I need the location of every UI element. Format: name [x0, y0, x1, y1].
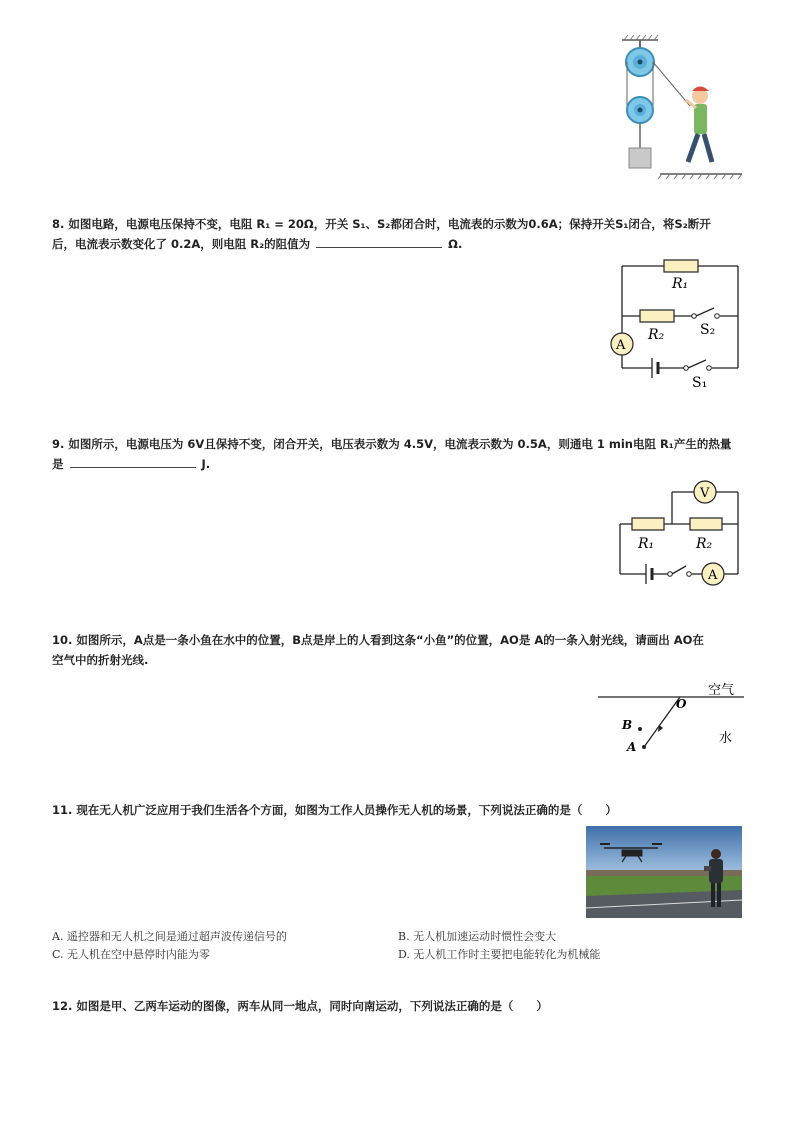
question-8	[52, 214, 752, 254]
option-c[interactable]: C. 无人机在空中悬停时内能为零	[52, 948, 211, 961]
label-v: V	[700, 486, 710, 501]
question-9-line2	[52, 454, 752, 474]
refraction-diagram-10	[596, 680, 746, 756]
question-11	[52, 800, 752, 820]
option-d[interactable]: D. 无人机工作时主要把电能转化为机械能	[398, 948, 601, 961]
resistor-r2	[640, 310, 674, 322]
question-8-line2-text: 后，电流表示数变化了 0.2A，则电阻 R₂的阻值为	[52, 237, 311, 251]
answer-blank-9[interactable]	[70, 455, 196, 468]
question-10-line2: 空气中的折射光线.	[52, 653, 149, 667]
question-12-line1: 12. 如图是甲、乙两车运动的图像，两车从同一地点，同时向南运动，下列说法正确的是（ ）	[52, 999, 548, 1013]
question-9-unit: J.	[201, 457, 211, 471]
incident-ray-ao	[644, 697, 680, 747]
label-r1: R₁	[638, 536, 655, 552]
point-b	[638, 727, 642, 731]
resistor-r1	[664, 260, 698, 272]
question-11-line1: 11. 现在无人机广泛应用于我们生活各个方面，如图为工作人员操作无人机的场景，下列说法正确的是（ ）	[52, 803, 617, 817]
question-12	[52, 996, 752, 1016]
question-9-line1: 9. 如图所示，电源电压为 6V且保持不变，闭合开关，电压表示数为 4.5V，电流表示数为 0.5A，则通电 1 min电阻 R₁产生的热量	[52, 437, 732, 451]
question-9	[52, 434, 752, 474]
label-meter-a: A	[616, 338, 626, 353]
pulley-person-illustration	[618, 34, 748, 180]
label-a: A	[627, 740, 637, 754]
question-10-line1: 10. 如图所示，A点是一条小鱼在水中的位置，B点是岸上的人看到这条“小鱼”的位置，AO是 A的一条入射光线，请画出 AO在	[52, 633, 704, 647]
label-s1: S₁	[692, 375, 708, 391]
point-a	[642, 745, 646, 749]
label-meter-a: A	[708, 568, 718, 583]
label-water: 水	[719, 731, 733, 746]
answer-blank-8[interactable]	[316, 235, 442, 248]
question-8-unit: Ω.	[448, 237, 463, 251]
question-8-line1: 8. 如图电路，电源电压保持不变，电阻 R₁ = 20Ω，开关 S₁、S₂都闭合时，电流表的示数为0.6A；保持开关S₁闭合，将S₂断开	[52, 217, 711, 231]
option-a[interactable]: A. 遥控器和无人机之间是通过超声波传递信号的	[52, 930, 287, 943]
question-8-line2	[52, 234, 752, 254]
label-r2: R₂	[648, 327, 665, 343]
drone-operator-photo	[586, 826, 742, 918]
resistor-r2	[690, 518, 722, 530]
question-10	[52, 630, 752, 670]
option-b[interactable]: B. 无人机加速运动时惯性会变大	[398, 930, 557, 943]
resistor-r1	[632, 518, 664, 530]
label-b: B	[622, 718, 633, 732]
label-r2: R₂	[696, 536, 713, 552]
circuit-diagram-9	[612, 480, 748, 586]
label-r1: R₁	[672, 276, 689, 292]
circuit-diagram-8	[604, 256, 750, 392]
question-9-line2-text: 是	[52, 457, 64, 471]
label-air: 空气	[708, 683, 735, 698]
label-o: O	[676, 697, 687, 711]
label-s2: S₂	[700, 322, 716, 338]
